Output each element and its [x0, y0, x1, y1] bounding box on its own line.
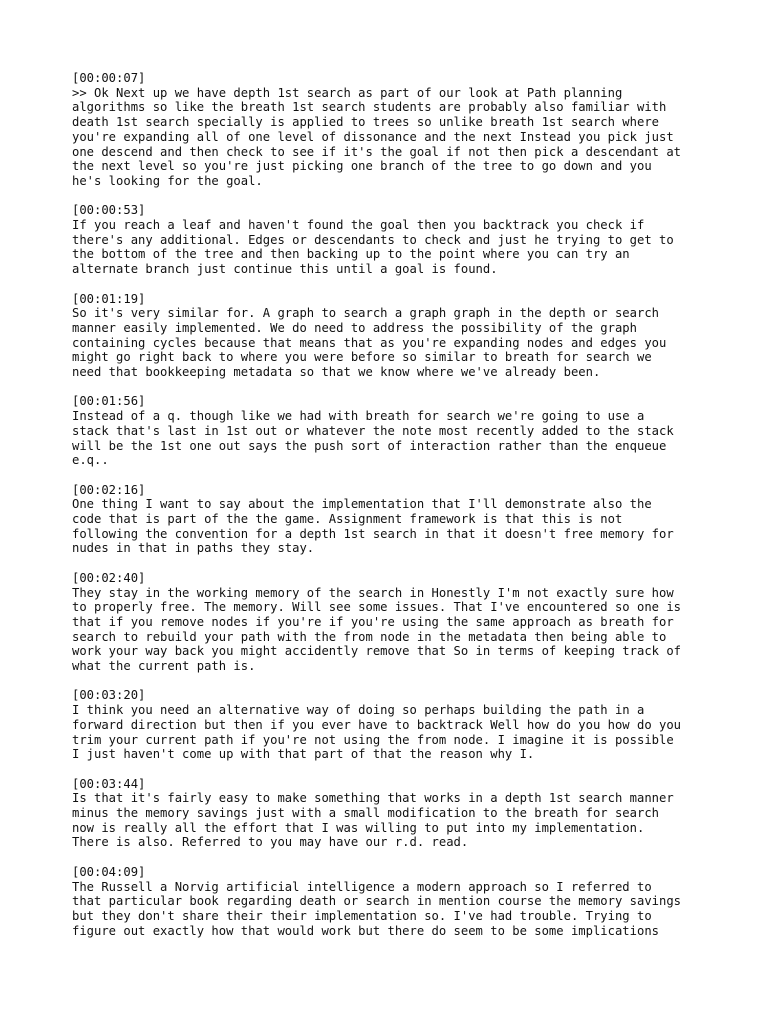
transcript-line: e.q..: [72, 453, 109, 468]
transcript-line: work your way back you might accidently remove that So in terms of keeping track of: [72, 644, 682, 659]
transcript-line: The Russell a Norvig artificial intelligence a modern approach so I referred to: [72, 879, 652, 894]
transcript-entry: [72, 777, 712, 851]
transcript-line: trim your current path if you're not using the from node. I imagine it is possible: [72, 732, 674, 747]
timestamp: [00:03:44]: [72, 776, 146, 791]
transcript-line: code that is part of the the game. Assignment framework is that this is not: [72, 512, 623, 527]
transcript-line: will be the 1st one out says the push sort of interaction rather than the enqueue: [72, 438, 667, 453]
transcript-line: If you reach a leaf and haven't found the goal then you backtrack you check if: [72, 218, 645, 233]
transcript-line: manner easily implemented. We do need to address the possibility of the graph: [72, 320, 637, 335]
transcript-line: the bottom of the tree and then backing up to the point where you can try an: [72, 247, 630, 262]
transcript-line: One thing I want to say about the implementation that I'll demonstrate also the: [72, 497, 652, 512]
transcript-entry: [72, 483, 712, 557]
transcript-entry: [72, 571, 712, 674]
transcript-line: death 1st search specially is applied to trees so unlike breath 1st search where: [72, 115, 659, 130]
timestamp: [00:04:09]: [72, 864, 146, 879]
transcript-line: forward direction but then if you ever have to backtrack Well how do you how do you: [72, 717, 682, 732]
transcript-line: containing cycles because that means that as you're expanding nodes and edges you: [72, 335, 667, 350]
transcript-line: alternate branch just continue this until a goal is found.: [72, 262, 498, 277]
transcript-line: one descend and then check to see if it's the goal if not then pick a descendant at: [72, 144, 682, 159]
transcript-line: the next level so you're just picking one branch of the tree to go down and you: [72, 159, 652, 174]
transcript-line: >> Ok Next up we have depth 1st search as part of our look at Path planning: [72, 85, 623, 100]
transcript-line: There is also. Referred to you may have our r.d. read.: [72, 835, 469, 850]
timestamp: [00:01:56]: [72, 394, 146, 409]
transcript-line: following the convention for a depth 1st search in that it doesn't free memory for: [72, 526, 674, 541]
transcript-line: there's any additional. Edges or descendants to check and just he trying to get to: [72, 232, 674, 247]
transcript-line: that particular book regarding death or search in mention course the memory savings: [72, 894, 682, 909]
transcript-entry: [72, 394, 712, 468]
transcript-line: that if you remove nodes if you're if you're using the same approach as breath for: [72, 614, 674, 629]
timestamp: [00:00:53]: [72, 203, 146, 218]
transcript-entry: [72, 203, 712, 277]
transcript-line: minus the memory savings just with a small modification to the breath for search: [72, 806, 659, 821]
transcript-line: nudes in that in paths they stay.: [72, 541, 315, 556]
transcript-line: need that bookkeeping metadata so that we know where we've already been.: [72, 365, 601, 380]
transcript-entry: [72, 865, 712, 939]
timestamp: [00:02:40]: [72, 570, 146, 585]
transcript-line: I just haven't come up with that part of that the reason why I.: [72, 747, 535, 762]
transcript-line: but they don't share their their implementation so. I've had trouble. Trying to: [72, 908, 652, 923]
transcript-line: you're expanding all of one level of dissonance and the next Instead you pick just: [72, 129, 674, 144]
transcript-line: what the current path is.: [72, 659, 256, 674]
transcript-line: might go right back to where you were before so similar to breath for search we: [72, 350, 652, 365]
transcript-line: Is that it's fairly easy to make something that works in a depth 1st search manner: [72, 791, 674, 806]
timestamp: [00:03:20]: [72, 688, 146, 703]
transcript-line: stack that's last in 1st out or whatever the note most recently added to the stack: [72, 423, 674, 438]
transcript-line: figure out exactly how that would work but there do seem to be some implications: [72, 923, 659, 938]
transcript-line: now is really all the effort that I was willing to put into my implementation.: [72, 820, 645, 835]
transcript-line: So it's very similar for. A graph to search a graph graph in the depth or search: [72, 306, 659, 321]
transcript-line: to properly free. The memory. Will see some issues. That I've encountered so one is: [72, 600, 682, 615]
transcript-line: search to rebuild your path with the from node in the metadata then being able to: [72, 629, 667, 644]
transcript-line: I think you need an alternative way of doing so perhaps building the path in a: [72, 703, 645, 718]
transcript-line: he's looking for the goal.: [72, 173, 263, 188]
transcript-page: [72, 71, 712, 953]
timestamp: [00:01:19]: [72, 291, 146, 306]
transcript-entry: [72, 71, 712, 189]
transcript-entry: [72, 292, 712, 380]
timestamp: [00:02:16]: [72, 482, 146, 497]
transcript-entry: [72, 688, 712, 762]
transcript-line: Instead of a q. though like we had with breath for search we're going to use a: [72, 409, 645, 424]
timestamp: [00:00:07]: [72, 71, 146, 85]
transcript-line: algorithms so like the breath 1st search students are probably also familiar with: [72, 100, 667, 115]
transcript-line: They stay in the working memory of the search in Honestly I'm not exactly sure how: [72, 585, 674, 600]
